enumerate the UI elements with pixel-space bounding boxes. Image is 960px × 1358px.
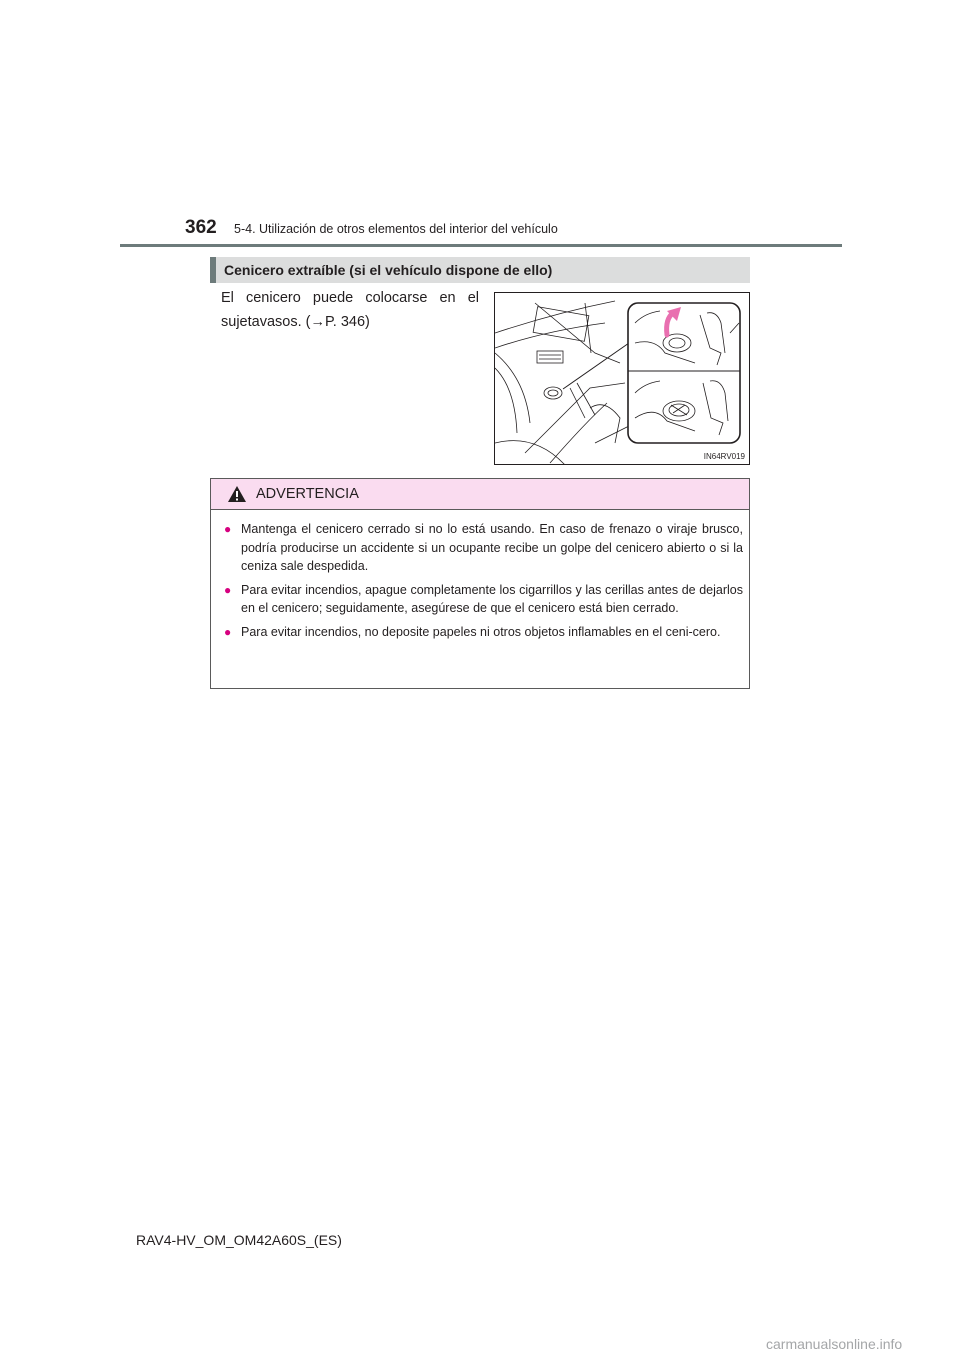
body-line-2: sujetavasos. (→P. 346) <box>221 314 370 330</box>
body-paragraph <box>221 286 479 334</box>
bullet-icon: ● <box>224 582 232 597</box>
ashtray-illustration <box>494 292 750 465</box>
header-divider <box>120 244 842 247</box>
footer-document-code: RAV4-HV_OM_OM42A60S_(ES) <box>136 1232 342 1248</box>
warning-item-text: Para evitar incendios, apague completamente los cigarrillos y las cerillas antes de dejarlos en el cenicero; seguidamente, asegúrese de que el cenicero está bien cerrado. <box>241 582 743 615</box>
warning-item <box>223 520 743 576</box>
warning-item <box>223 581 743 618</box>
section-heading <box>210 257 750 283</box>
warning-title: ADVERTENCIA <box>256 486 359 502</box>
warning-item-text: Mantenga el cenicero cerrado si no lo está usando. En caso de frenazo o viraje brusco, podría producirse un accidente si un ocupante recibe un golpe del cenicero abierto o si la ceniza sale despedida. <box>241 522 743 573</box>
page-number: 362 <box>185 217 217 238</box>
watermark: carmanualsonline.info <box>766 1336 903 1352</box>
warning-list <box>223 520 743 646</box>
warning-header <box>211 479 749 510</box>
section-heading-text: Cenicero extraíble (si el vehículo dispone de ello) <box>224 262 553 278</box>
bullet-icon: ● <box>224 522 232 536</box>
warning-box <box>210 478 750 689</box>
warning-item-text: Para evitar incendios, no deposite papeles ni otros objetos inflamables en el ceni-cero. <box>241 624 721 639</box>
running-header: 5-4. Utilización de otros elementos del interior del vehículo <box>234 222 558 236</box>
body-line-1: El cenicero puede colocarse en el <box>221 290 479 306</box>
warning-item <box>223 623 743 642</box>
heading-accent-bar <box>210 257 216 283</box>
console-drawing <box>495 293 750 465</box>
figure-id: IN64RV019 <box>703 452 745 461</box>
warning-triangle-icon <box>227 485 247 503</box>
bullet-icon: ● <box>224 624 232 639</box>
